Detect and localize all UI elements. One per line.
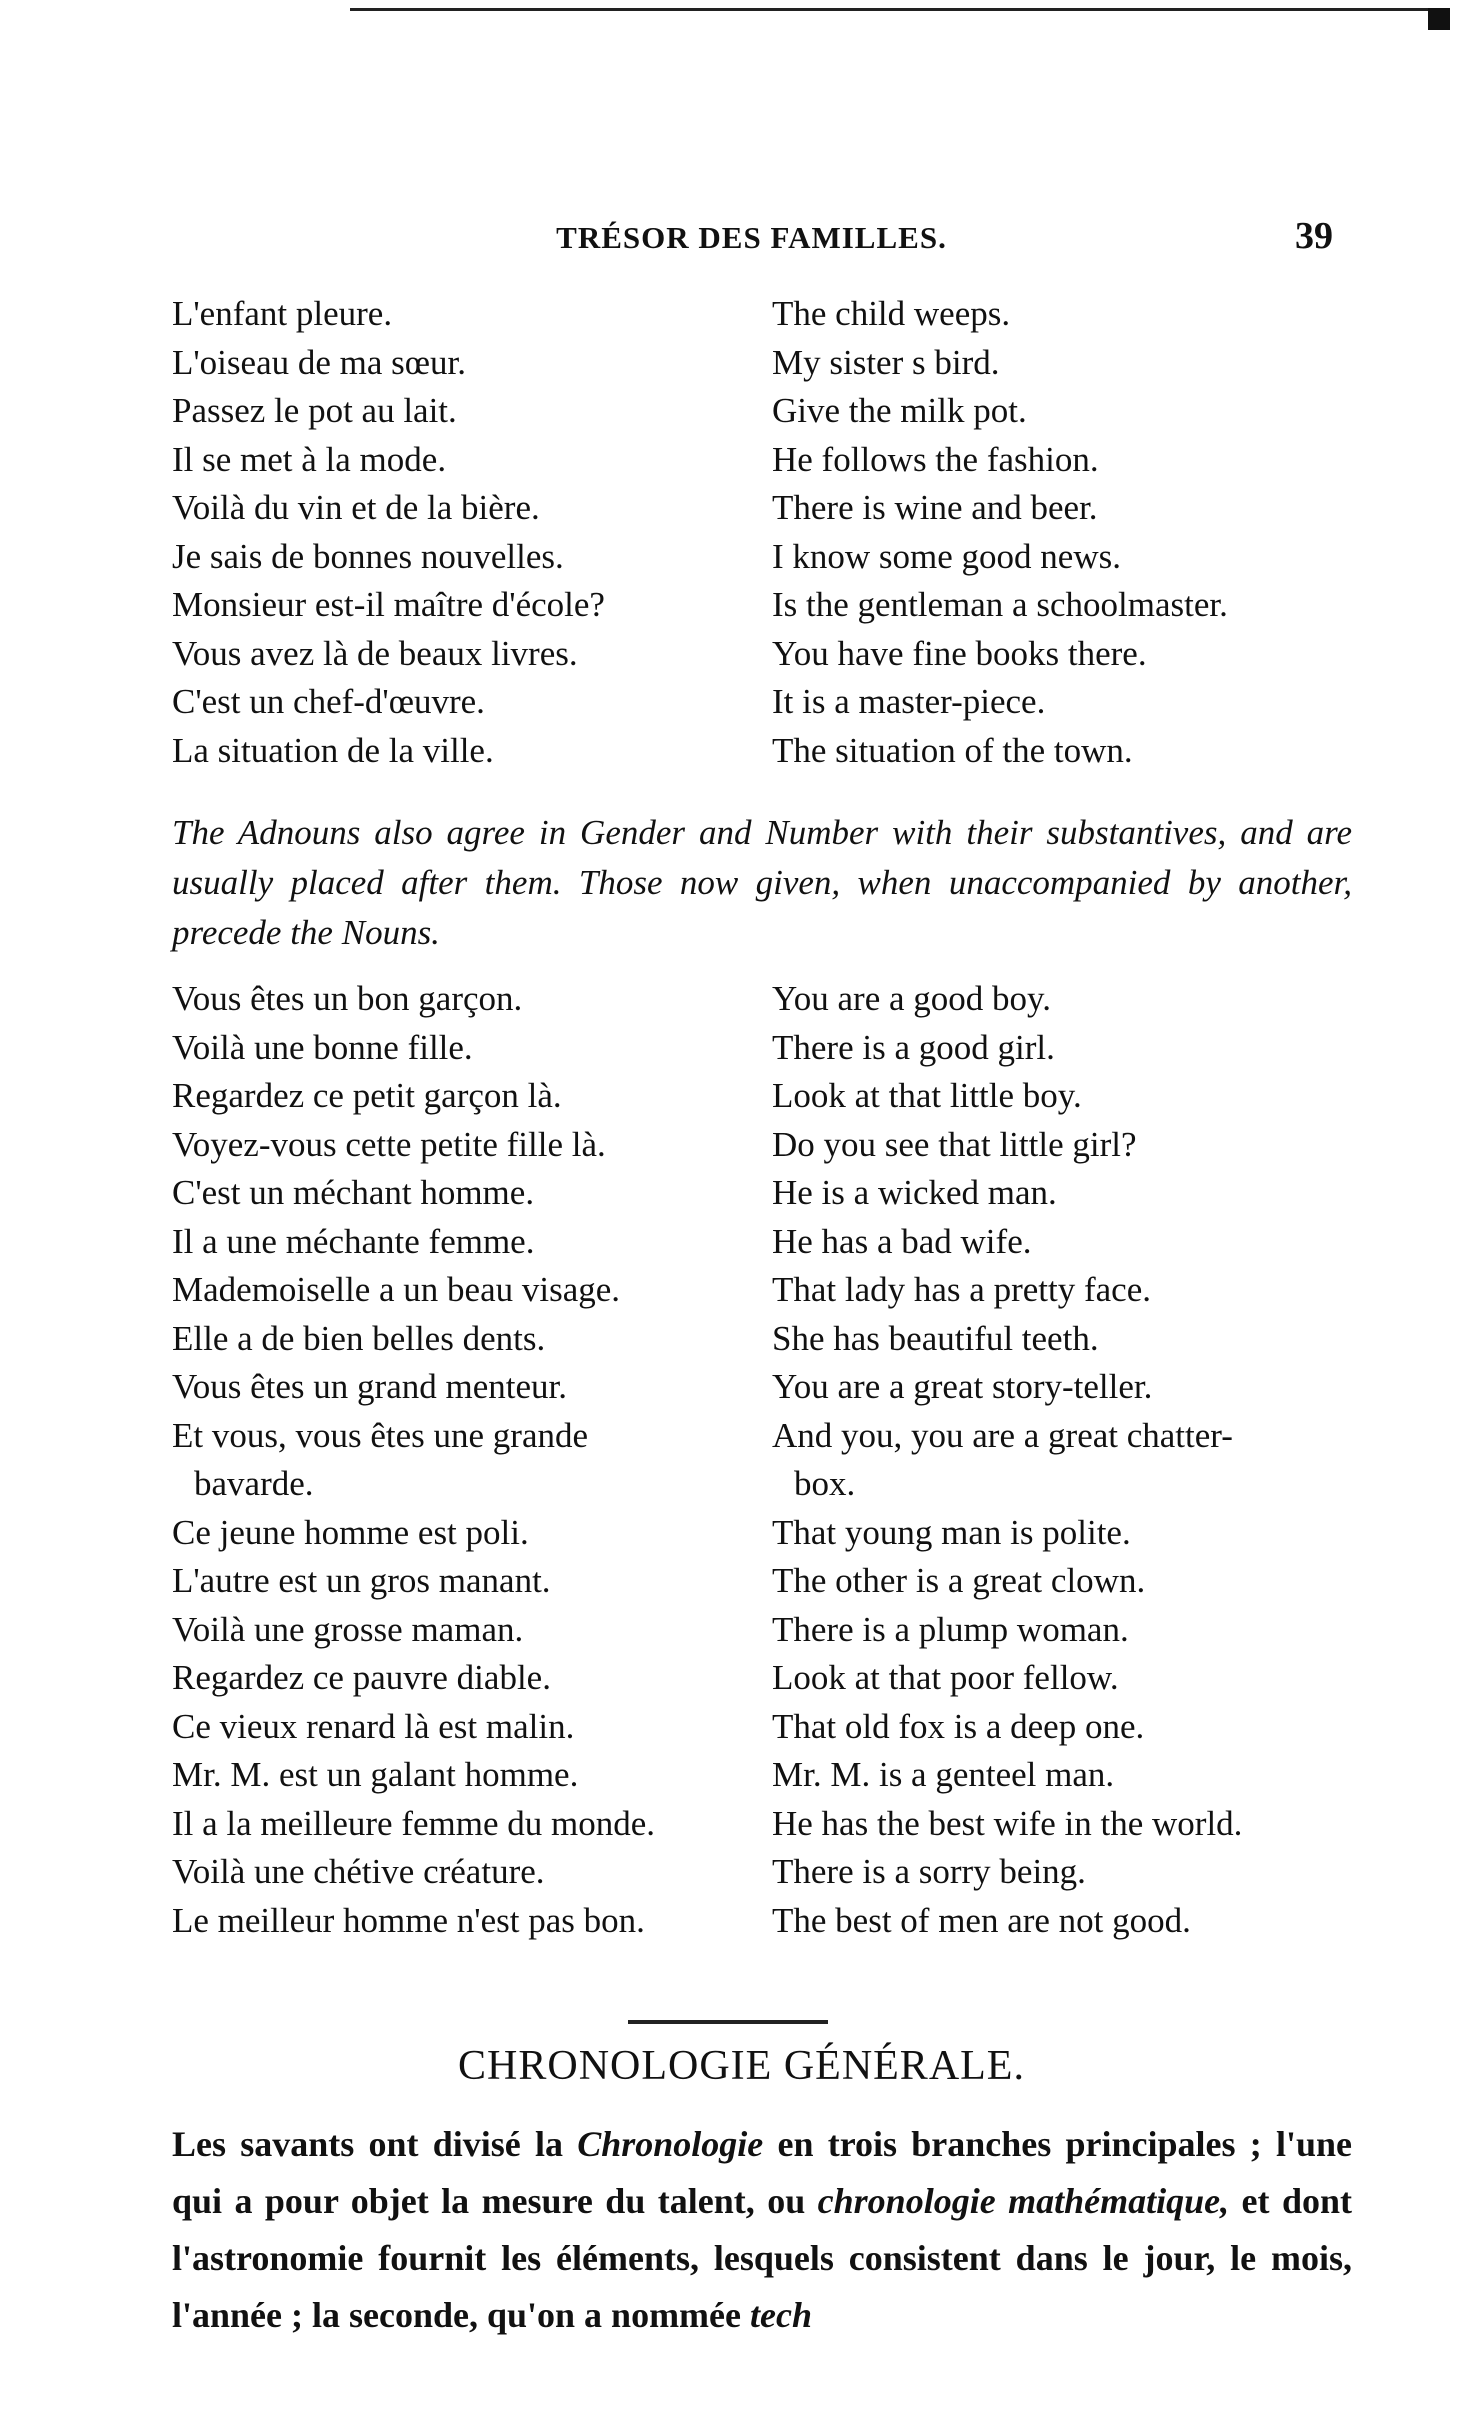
term-tech: tech xyxy=(750,2295,812,2335)
english-phrase xyxy=(772,1897,1352,1946)
french-phrase xyxy=(172,290,762,339)
french-phrase xyxy=(172,1848,762,1897)
french-phrase-text: L'oiseau de ma sœur. xyxy=(172,342,467,382)
french-phrase xyxy=(172,339,762,388)
english-phrase-text: Is the gentleman a schoolmaster. xyxy=(772,585,1228,624)
english-phrase xyxy=(772,1800,1352,1849)
phrase-pair xyxy=(172,1169,1352,1218)
english-phrase xyxy=(772,727,1352,776)
phrase-pair xyxy=(172,1509,1352,1558)
french-phrase xyxy=(172,1121,762,1170)
english-phrase xyxy=(772,1654,1352,1703)
french-phrase-text: Mr. M. est un galant homme. xyxy=(172,1755,579,1794)
french-phrase-text: Le meilleur homme n'est pas bon. xyxy=(172,1900,645,1940)
french-phrase xyxy=(172,387,762,436)
english-phrase-text: That young man is polite. xyxy=(772,1512,1131,1552)
french-phrase xyxy=(172,1024,762,1073)
french-phrase xyxy=(172,1509,762,1558)
french-phrase-text: Vous avez là de beaux livres. xyxy=(172,633,578,673)
phrase-pair xyxy=(172,1848,1352,1897)
english-phrase-text: He has the best wife in the world. xyxy=(772,1803,1243,1843)
english-phrase-text: Do you see that little girl? xyxy=(772,1124,1137,1164)
english-phrase-text: He is a wicked man. xyxy=(772,1173,1057,1212)
english-phrase-text: It is a master-piece. xyxy=(772,682,1046,721)
french-phrase-text: Voilà une chétive créature. xyxy=(172,1852,545,1891)
english-phrase-text: You are a good boy. xyxy=(772,979,1052,1018)
phrase-pair xyxy=(172,1897,1352,1946)
french-phrase xyxy=(172,1072,762,1121)
french-phrase-text: La situation de la ville. xyxy=(172,730,494,770)
french-phrase xyxy=(172,1606,762,1655)
phrase-pair xyxy=(172,339,1352,388)
french-phrase xyxy=(172,1557,762,1606)
french-phrase-text: L'enfant pleure. xyxy=(172,294,393,333)
french-phrase-text: Il se met à la mode. xyxy=(172,439,447,479)
english-phrase-text: There is a good girl. xyxy=(772,1027,1055,1067)
english-phrase xyxy=(772,484,1352,533)
english-phrase-text: Look at that poor fellow. xyxy=(772,1658,1119,1697)
term-chronologie-mathematique: chronologie mathématique, xyxy=(817,2181,1230,2221)
phrase-list-2 xyxy=(172,975,1352,1945)
english-phrase xyxy=(772,581,1352,630)
phrase-pair xyxy=(172,533,1352,582)
french-phrase-text: Vous êtes un bon garçon. xyxy=(172,979,523,1018)
french-phrase-text: Je sais de bonnes nouvelles. xyxy=(172,536,564,576)
phrase-pair xyxy=(172,1800,1352,1849)
phrase-pair xyxy=(172,1024,1352,1073)
french-phrase xyxy=(172,484,762,533)
english-phrase xyxy=(772,1121,1352,1170)
english-phrase xyxy=(772,1363,1352,1412)
page-number: 39 xyxy=(1295,215,1333,257)
english-phrase xyxy=(772,1072,1352,1121)
english-phrase-text: And you, you are a great chatter- xyxy=(772,1415,1233,1455)
phrase-pair xyxy=(172,1363,1352,1412)
phrase-pair xyxy=(172,1218,1352,1267)
para-text-2: en trois branches principales ; l'une qui a pour objet la mesure du talent, ou xyxy=(172,2124,1352,2221)
french-phrase-text: Voilà une grosse maman. xyxy=(172,1609,524,1649)
english-phrase-text: You are a great story-teller. xyxy=(772,1367,1153,1406)
english-phrase-text: That old fox is a deep one. xyxy=(772,1706,1145,1746)
phrase-pair xyxy=(172,581,1352,630)
phrase-pair xyxy=(172,630,1352,679)
english-phrase xyxy=(772,1169,1352,1218)
english-phrase xyxy=(772,1703,1352,1752)
french-phrase-text: Ce vieux renard là est malin. xyxy=(172,1706,575,1746)
french-phrase-text: Il a une méchante femme. xyxy=(172,1221,535,1261)
french-phrase xyxy=(172,1266,762,1315)
phrase-pair xyxy=(172,1412,1352,1509)
english-phrase xyxy=(772,1557,1352,1606)
english-phrase xyxy=(772,1606,1352,1655)
english-phrase-text: There is wine and beer. xyxy=(772,488,1098,527)
phrase-pair xyxy=(172,1266,1352,1315)
english-phrase-text: The other is a great clown. xyxy=(772,1561,1146,1600)
french-phrase xyxy=(172,533,762,582)
french-phrase-text: C'est un méchant homme. xyxy=(172,1173,535,1212)
french-phrase-text: L'autre est un gros manant. xyxy=(172,1561,551,1600)
english-phrase xyxy=(772,290,1352,339)
french-phrase-text: Mademoiselle a un beau visage. xyxy=(172,1270,621,1309)
french-phrase-text: Regardez ce petit garçon là. xyxy=(172,1076,562,1115)
english-phrase xyxy=(772,1509,1352,1558)
english-phrase-text: My sister s bird. xyxy=(772,342,1000,382)
phrase-pair xyxy=(172,1606,1352,1655)
english-phrase-continuation: box. xyxy=(794,1464,856,1503)
phrase-pair xyxy=(172,1557,1352,1606)
running-title: TRÉSOR DES FAMILLES. xyxy=(556,220,947,255)
english-phrase xyxy=(772,1751,1352,1800)
french-phrase-text: Ce jeune homme est poli. xyxy=(172,1512,529,1552)
english-phrase-text: The best of men are not good. xyxy=(772,1900,1191,1940)
english-phrase xyxy=(772,630,1352,679)
french-phrase xyxy=(172,1315,762,1364)
english-phrase xyxy=(772,1412,1352,1509)
french-phrase xyxy=(172,1751,762,1800)
section-divider xyxy=(628,2020,828,2024)
term-chronologie: Chronologie xyxy=(577,2124,764,2164)
french-phrase xyxy=(172,975,762,1024)
english-phrase xyxy=(772,1266,1352,1315)
french-phrase-text: Voyez-vous cette petite fille là. xyxy=(172,1124,606,1164)
french-phrase xyxy=(172,1218,762,1267)
french-phrase-text: Passez le pot au lait. xyxy=(172,391,457,430)
french-phrase xyxy=(172,1169,762,1218)
french-phrase-text: C'est un chef-d'œuvre. xyxy=(172,682,485,721)
english-phrase xyxy=(772,1315,1352,1364)
english-phrase xyxy=(772,1848,1352,1897)
english-phrase-text: He follows the fashion. xyxy=(772,439,1099,479)
french-phrase-text: Voilà du vin et de la bière. xyxy=(172,488,540,527)
phrase-pair xyxy=(172,290,1352,339)
french-phrase-continuation: bavarde. xyxy=(194,1464,314,1503)
french-phrase xyxy=(172,630,762,679)
english-phrase-text: That lady has a pretty face. xyxy=(772,1270,1151,1309)
phrase-pair xyxy=(172,1751,1352,1800)
french-phrase xyxy=(172,1703,762,1752)
french-phrase-text: Regardez ce pauvre diable. xyxy=(172,1658,551,1697)
english-phrase xyxy=(772,975,1352,1024)
grammar-note: The Adnouns also agree in Gender and Number with their substantives, and are usually placed after them. Those now given, when unaccompanied by another, precede the Nouns. xyxy=(172,813,1352,952)
phrase-pair xyxy=(172,436,1352,485)
french-phrase xyxy=(172,436,762,485)
french-phrase xyxy=(172,581,762,630)
french-phrase xyxy=(172,1897,762,1946)
french-phrase-text: Elle a de bien belles dents. xyxy=(172,1318,546,1358)
phrase-pair xyxy=(172,1072,1352,1121)
phrase-pair xyxy=(172,1654,1352,1703)
english-phrase xyxy=(772,339,1352,388)
section-heading: CHRONOLOGIE GÉNÉRALE. xyxy=(458,2043,1025,2089)
english-phrase xyxy=(772,1024,1352,1073)
english-phrase-text: I know some good news. xyxy=(772,536,1121,576)
french-phrase-text: Vous êtes un grand menteur. xyxy=(172,1367,567,1406)
french-phrase xyxy=(172,1363,762,1412)
french-phrase-text: Voilà une bonne fille. xyxy=(172,1027,473,1067)
french-phrase-text: Et vous, vous êtes une grande xyxy=(172,1415,589,1455)
french-phrase xyxy=(172,678,762,727)
para-text-1: Les savants ont divisé la xyxy=(172,2124,578,2164)
english-phrase-text: You have fine books there. xyxy=(772,633,1147,673)
phrase-pair xyxy=(172,1703,1352,1752)
english-phrase xyxy=(772,533,1352,582)
phrase-pair xyxy=(172,1315,1352,1364)
phrase-pair xyxy=(172,727,1352,776)
english-phrase-text: The child weeps. xyxy=(772,294,1011,333)
english-phrase xyxy=(772,387,1352,436)
english-phrase-text: There is a sorry being. xyxy=(772,1852,1086,1891)
phrase-pair xyxy=(172,387,1352,436)
french-phrase xyxy=(172,1800,762,1849)
french-phrase xyxy=(172,727,762,776)
running-head xyxy=(170,215,1333,270)
english-phrase-text: Give the milk pot. xyxy=(772,391,1027,430)
english-phrase-text: There is a plump woman. xyxy=(772,1609,1129,1649)
english-phrase-text: He has a bad wife. xyxy=(772,1221,1032,1261)
para-text-3: et dont l'astronomie fournit les éléments, lesquels consistent dans le jour, le mois, l'année ; la seconde, qu'on a nommée xyxy=(172,2181,1352,2335)
english-phrase-text: She has beautiful teeth. xyxy=(772,1318,1099,1358)
english-phrase xyxy=(772,436,1352,485)
phrase-pair xyxy=(172,1121,1352,1170)
french-phrase xyxy=(172,1412,762,1509)
english-phrase-text: The situation of the town. xyxy=(772,730,1133,770)
french-phrase xyxy=(172,1654,762,1703)
french-phrase-text: Monsieur est-il maître d'école? xyxy=(172,585,605,624)
phrase-pair xyxy=(172,975,1352,1024)
top-edge-rule xyxy=(350,8,1450,29)
french-phrase-text: Il a la meilleure femme du monde. xyxy=(172,1803,656,1843)
chronology-paragraph xyxy=(172,2116,1352,2344)
english-phrase-text: Look at that little boy. xyxy=(772,1076,1082,1115)
phrase-pair xyxy=(172,678,1352,727)
phrase-pair xyxy=(172,484,1352,533)
english-phrase xyxy=(772,1218,1352,1267)
phrase-list-1 xyxy=(172,290,1352,775)
english-phrase xyxy=(772,678,1352,727)
english-phrase-text: Mr. M. is a genteel man. xyxy=(772,1755,1115,1794)
